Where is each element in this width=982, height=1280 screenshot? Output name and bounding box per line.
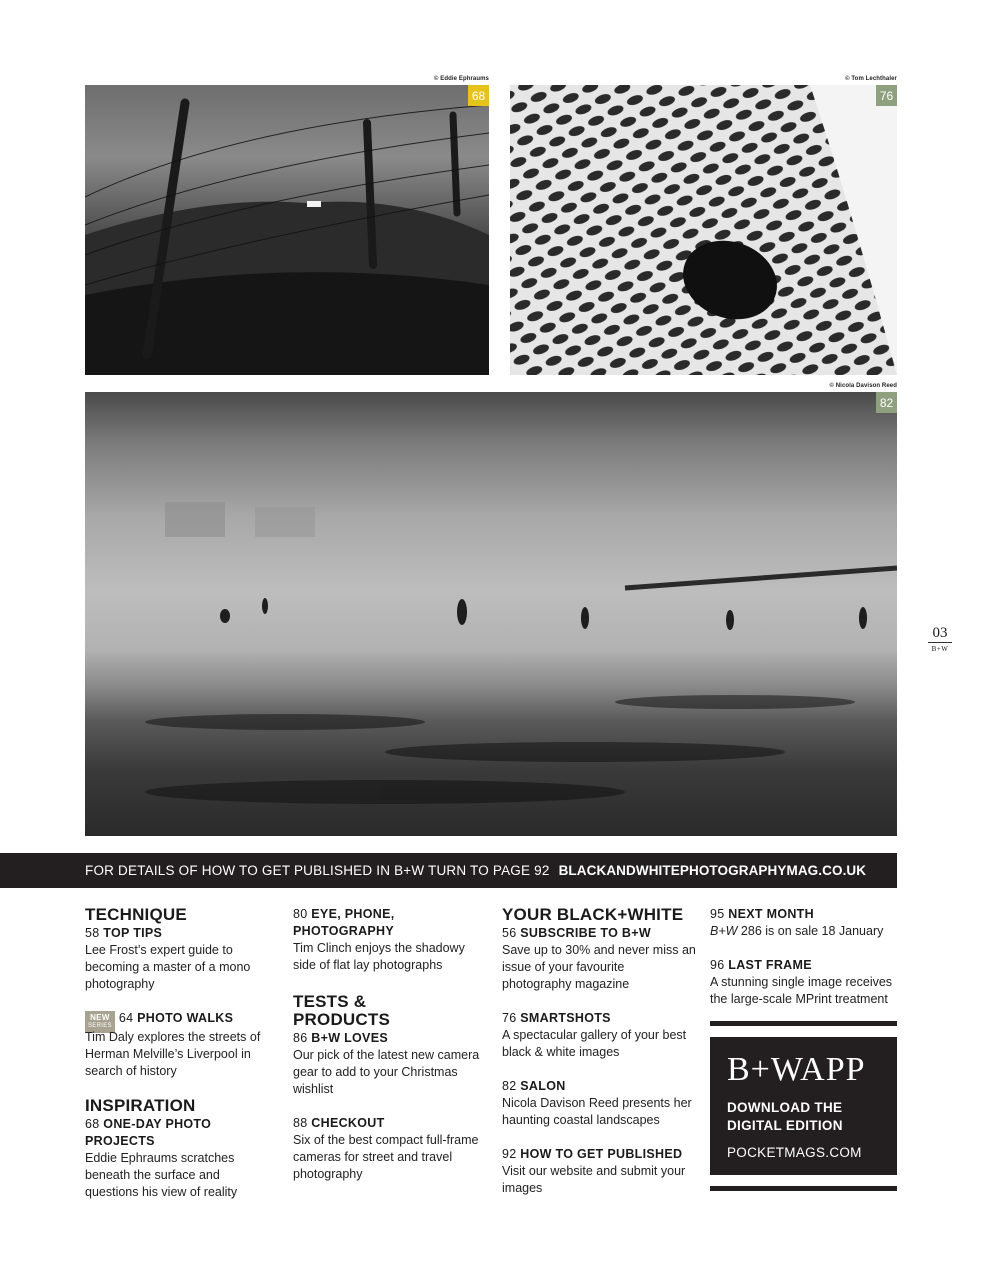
publish-banner (0, 853, 897, 888)
item-desc: Save up to 30% and never miss an issue of your favourite photography magazine (502, 943, 696, 991)
item-desc: Six of the best compact full-frame cameras for street and travel photography (293, 1133, 479, 1181)
banner-text: FOR DETAILS OF HOW TO GET PUBLISHED IN B+W TURN TO PAGE 92 (85, 863, 550, 878)
item-title: SALON (520, 1079, 566, 1093)
item-desc: Eddie Ephraums scratches beneath the surface and questions his view of reality (85, 1151, 238, 1199)
item-page: 80 (293, 907, 308, 921)
page-badge-76: 76 (876, 85, 897, 106)
item-page: 88 (293, 1116, 308, 1130)
photo-barbed-wire-fence[interactable] (85, 85, 489, 375)
contents-item-checkout[interactable] (293, 1115, 483, 1183)
item-title: SUBSCRIBE TO B+W (520, 926, 651, 940)
item-page: 92 (502, 1147, 517, 1161)
section-tests-products: TESTS & PRODUCTS (293, 992, 390, 1029)
app-subtitle: DOWNLOAD THE DIGITAL EDITION (727, 1100, 843, 1133)
item-title: ONE-DAY PHOTO PROJECTS (85, 1117, 212, 1148)
app-promo[interactable] (710, 1037, 897, 1175)
contents-item-next-month[interactable] (710, 906, 897, 940)
section-inspiration: INSPIRATION (85, 1096, 196, 1115)
contents-item-get-published[interactable] (502, 1146, 697, 1197)
item-title: NEXT MONTH (728, 907, 814, 921)
item-desc: A spectacular gallery of your best black & white images (502, 1028, 687, 1059)
item-title: SMARTSHOTS (520, 1011, 611, 1025)
facade-illustration (510, 85, 897, 375)
item-title: HOW TO GET PUBLISHED (520, 1147, 683, 1161)
item-page: 58 (85, 926, 100, 940)
website-link[interactable]: BLACKANDWHITEPHOTOGRAPHYMAG.CO.UK (558, 863, 867, 878)
item-desc: Tim Clinch enjoys the shadowy side of flat lay photographs (293, 941, 465, 972)
photo-misty-beach[interactable] (85, 392, 897, 836)
item-desc: A stunning single image receives the large-scale MPrint treatment (710, 975, 893, 1006)
contents-item-one-day[interactable] (85, 1116, 275, 1201)
item-title: TOP TIPS (103, 926, 163, 940)
item-mag: B+W (710, 924, 738, 938)
beach-illustration (85, 392, 897, 836)
item-title: LAST FRAME (728, 958, 812, 972)
item-page: 96 (710, 958, 725, 972)
item-desc: Visit our website and submit your images (502, 1164, 686, 1195)
contents-column-1 (85, 906, 275, 1218)
contents-column-3 (502, 906, 697, 1214)
item-page: 95 (710, 907, 725, 921)
contents-item-smartshots[interactable] (502, 1010, 697, 1061)
contents-column-2 (293, 906, 483, 1200)
section-technique: TECHNIQUE (85, 905, 187, 924)
divider-top (710, 1021, 897, 1026)
app-url-link[interactable]: POCKETMAGS.COM (727, 1145, 862, 1160)
photo-credit-fence: © Eddie Ephraums (433, 76, 489, 82)
item-page: 56 (502, 926, 517, 940)
item-desc: 286 is on sale 18 January (737, 924, 884, 938)
contents-item-eye-phone[interactable] (293, 906, 483, 974)
contents-item-salon[interactable] (502, 1078, 697, 1129)
item-desc: Nicola Davison Reed presents her haunting coastal landscapes (502, 1096, 692, 1127)
folio-magazine: B+W (931, 645, 949, 653)
contents-item-subscribe[interactable] (502, 925, 697, 993)
item-desc: Tim Daly explores the streets of Herman Melville’s Liverpool in search of history (85, 1030, 261, 1078)
page-badge-82: 82 (876, 392, 897, 413)
photo-credit-architecture: © Tom Lechthaler (845, 76, 897, 82)
contents-column-4 (710, 906, 897, 1191)
page-badge-68: 68 (468, 85, 489, 106)
section-your-black-white: YOUR BLACK+WHITE (502, 905, 684, 924)
contents-item-photo-walks[interactable] (85, 1010, 275, 1080)
divider-bottom (710, 1186, 897, 1191)
item-title: B+W LOVES (311, 1031, 388, 1045)
contents-item-last-frame[interactable] (710, 957, 897, 1008)
contents-item-bw-loves[interactable] (293, 1030, 483, 1098)
item-page: 82 (502, 1079, 517, 1093)
app-title: B+WAPP (727, 1051, 866, 1088)
new-label: NEW (90, 1013, 110, 1022)
page-folio (928, 625, 952, 653)
fence-illustration (85, 85, 489, 375)
photo-credit-beach: © Nicola Davison Reed (829, 383, 897, 389)
item-page: 76 (502, 1011, 517, 1025)
page-number: 03 (928, 625, 952, 643)
item-page: 68 (85, 1117, 100, 1131)
item-desc: Our pick of the latest new camera gear to add to your Christmas wishlist (293, 1048, 480, 1096)
photo-architecture-facade[interactable] (510, 85, 897, 375)
item-page: 64 (118, 1011, 134, 1025)
item-title: EYE, PHONE, PHOTOGRAPHY (293, 907, 395, 938)
item-title: CHECKOUT (311, 1116, 385, 1130)
item-title: PHOTO WALKS (137, 1011, 234, 1025)
item-desc: Lee Frost’s expert guide to becoming a master of a mono photography (85, 943, 251, 991)
item-page: 86 (293, 1031, 308, 1045)
contents-item-top-tips[interactable] (85, 925, 275, 993)
series-label: SERIES (88, 1023, 112, 1029)
